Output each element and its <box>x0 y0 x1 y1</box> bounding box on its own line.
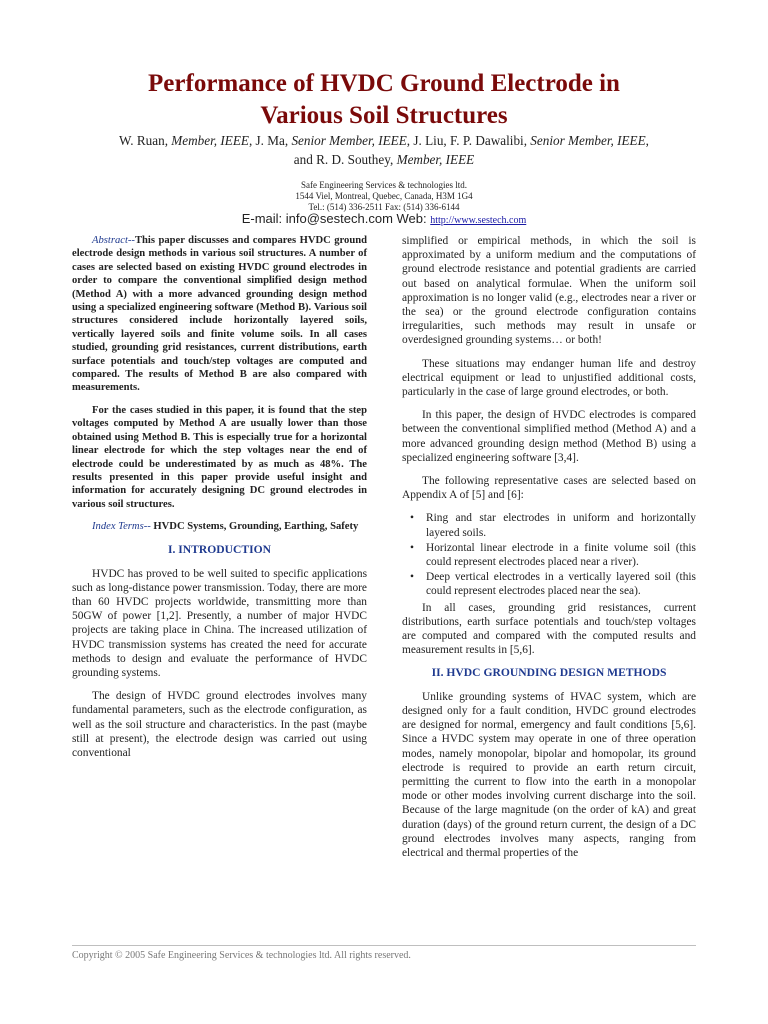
index-terms <box>72 520 367 534</box>
contact-line <box>150 211 618 229</box>
right-column <box>402 234 696 869</box>
author-2: , J. Ma, <box>248 133 289 148</box>
left-column <box>72 234 367 769</box>
index-terms-text: HVDC Systems, Grounding, Earthing, Safety <box>150 521 359 533</box>
list-item <box>402 511 696 539</box>
intro-paragraph-2: The design of HVDC ground electrodes involves many fundamental parameters, such as the electrode configuration, as well as the soil structure and characteristics. In the past (maybe still at present), the electrode design was carried out using conventional <box>72 690 367 759</box>
author-4-role: Member, IEEE <box>396 152 475 167</box>
abstract-lead: Abstract-- <box>92 235 135 246</box>
title-line-1: Performance of HVDC Ground Electrode in <box>148 70 620 97</box>
affiliation-line-3: Tel.: (514) 336-2511 Fax: (514) 336-6144 <box>308 202 460 212</box>
right-paragraph-2: These situations may endanger human life and destroy electrical equipment or lead to unjustified additional costs, particularly in the case of large ground electrodes, or both. <box>402 357 696 399</box>
right-paragraph-3: In this paper, the design of HVDC electrodes is compared between the conventional simplified method (Method A) and a more advanced grounding design method (Method B) using a specialized engineering software [3,4]. <box>402 409 696 464</box>
author-3: , J. Liu, F. P. Dawalibi, <box>406 133 527 148</box>
affiliation-line-2: 1544 Viel, Montreal, Quebec, Canada, H3M 1G4 <box>295 191 473 201</box>
bullet-icon: • <box>410 571 414 584</box>
index-terms-lead: Index Terms-- <box>92 521 151 533</box>
abstract-text-1: This paper discusses and compares HVDC ground electrode design methods in various soil structures. A number of cases are selected based on existing HVDC ground electrodes in order to compare the conventional simplified design method (Method A) with a more advanced grounding design method using a specialized engineering software (Method B). Various soil structures considered include horizontally layered soils, vertically layered soils and finite volume soils. In all cases studied, grounding grid resistances, current distributions, earth surface potentials and touch/step voltages are computed and compared. The results of Method B are also compared with measurements. <box>72 235 367 394</box>
affiliation-line-1: Safe Engineering Services & technologies ltd. <box>301 180 467 190</box>
abstract-paragraph-1 <box>72 234 367 395</box>
author-1-role: Member, IEEE <box>171 133 249 148</box>
abstract-paragraph-2: For the cases studied in this paper, it is found that the step voltages computed by Method A are usually lower than those obtained using Method B. This is especially true for a horizontal linear electrode for which the step voltages near the end of electrode could be underestimated by as much as 48%. The results presented in this paper provide useful insight and information for accurately designing DC ground electrodes in various soil structures. <box>72 404 367 510</box>
paper-title <box>70 68 698 132</box>
section-heading-design-methods: II. HVDC GROUNDING DESIGN METHODS <box>431 666 667 680</box>
website-link[interactable]: http://www.sestech.com <box>430 215 527 226</box>
list-item <box>402 570 696 598</box>
case-list <box>402 511 696 598</box>
title-line-2: Various Soil Structures <box>260 102 508 129</box>
right-paragraph-6: Unlike grounding systems of HVAC system, which are designed only for a fault condition, HVDC ground electrodes are designed for normal, emergency and fault conditions [5,6]. Since a HVDC system may operate in one of three operation modes, namely monopolar, bipolar and homopolar, its ground electrode is required to provide an earth return circuit, permitting the current to flow into the earth in a monopolar mode or other modes involving current discharge into the soil. Because of the large magnitude (on the order of kA) and great duration (days) of the ground return current, the design of a DC ground electrodes involves many aspects, ranging from electrical and thermal properties of the <box>402 690 696 859</box>
email-text: E-mail: info@sestech.com Web: <box>241 211 431 226</box>
author-3-end: , <box>645 133 649 148</box>
section-heading-introduction: I. INTRODUCTION <box>167 543 272 557</box>
author-2-role: Senior Member, IEEE <box>291 133 407 148</box>
author-list <box>60 131 708 169</box>
author-1: W. Ruan, <box>119 133 168 148</box>
list-item-text: Horizontal linear electrode in a finite volume soil (this could represent electrodes placed near a river). <box>426 541 696 569</box>
copyright-footer: Copyright © 2005 Safe Engineering Services & technologies ltd. All rights reserved. <box>72 950 411 961</box>
author-4: and R. D. Southey, <box>293 152 394 167</box>
right-paragraph-4: The following representative cases are selected based on Appendix A of [5] and [6]: <box>402 475 696 502</box>
intro-paragraph-1: HVDC has proved to be well suited to specific applications such as long-distance power transmission. Today, there are more than 60 HVDC projects worldwide, transmitting more than 50GW of power [1,2]. Presently, a number of major HVDC projects are taking place in China. The increased utilization of HVDC transmission systems has created the need for accurate methods to design and evaluate the performance of HVDC grounding systems. <box>72 567 367 679</box>
bullet-icon: • <box>410 541 414 554</box>
right-paragraph-5: In all cases, grounding grid resistances, current distributions, earth surface potentials and touch/step voltages are computed and compared with the computed results and measurement results in [5,6]. <box>402 601 696 657</box>
bullet-icon: • <box>410 512 414 525</box>
footer-divider <box>72 945 696 946</box>
list-item-text: Ring and star electrodes in uniform and horizontally layered soils. <box>426 512 696 539</box>
affiliation <box>200 180 568 213</box>
author-3-role: Senior Member, IEEE <box>530 133 646 148</box>
list-item-text: Deep vertical electrodes in a vertically layered soil (this could represent electrodes placed near the sea). <box>426 571 696 598</box>
right-paragraph-1: simplified or empirical methods, in which the soil is approximated by a uniform medium and the computations of ground electrode resistance and potential gradients are carried out based on analytical formulae. When the uniform soil approximation is no longer valid (e.g., electrodes near a river or the sea) or the ground electrode configuration contains irregularities, such methods may result in unsafe or overdesigned grounding systems… or both! <box>402 235 696 347</box>
list-item <box>402 541 696 569</box>
